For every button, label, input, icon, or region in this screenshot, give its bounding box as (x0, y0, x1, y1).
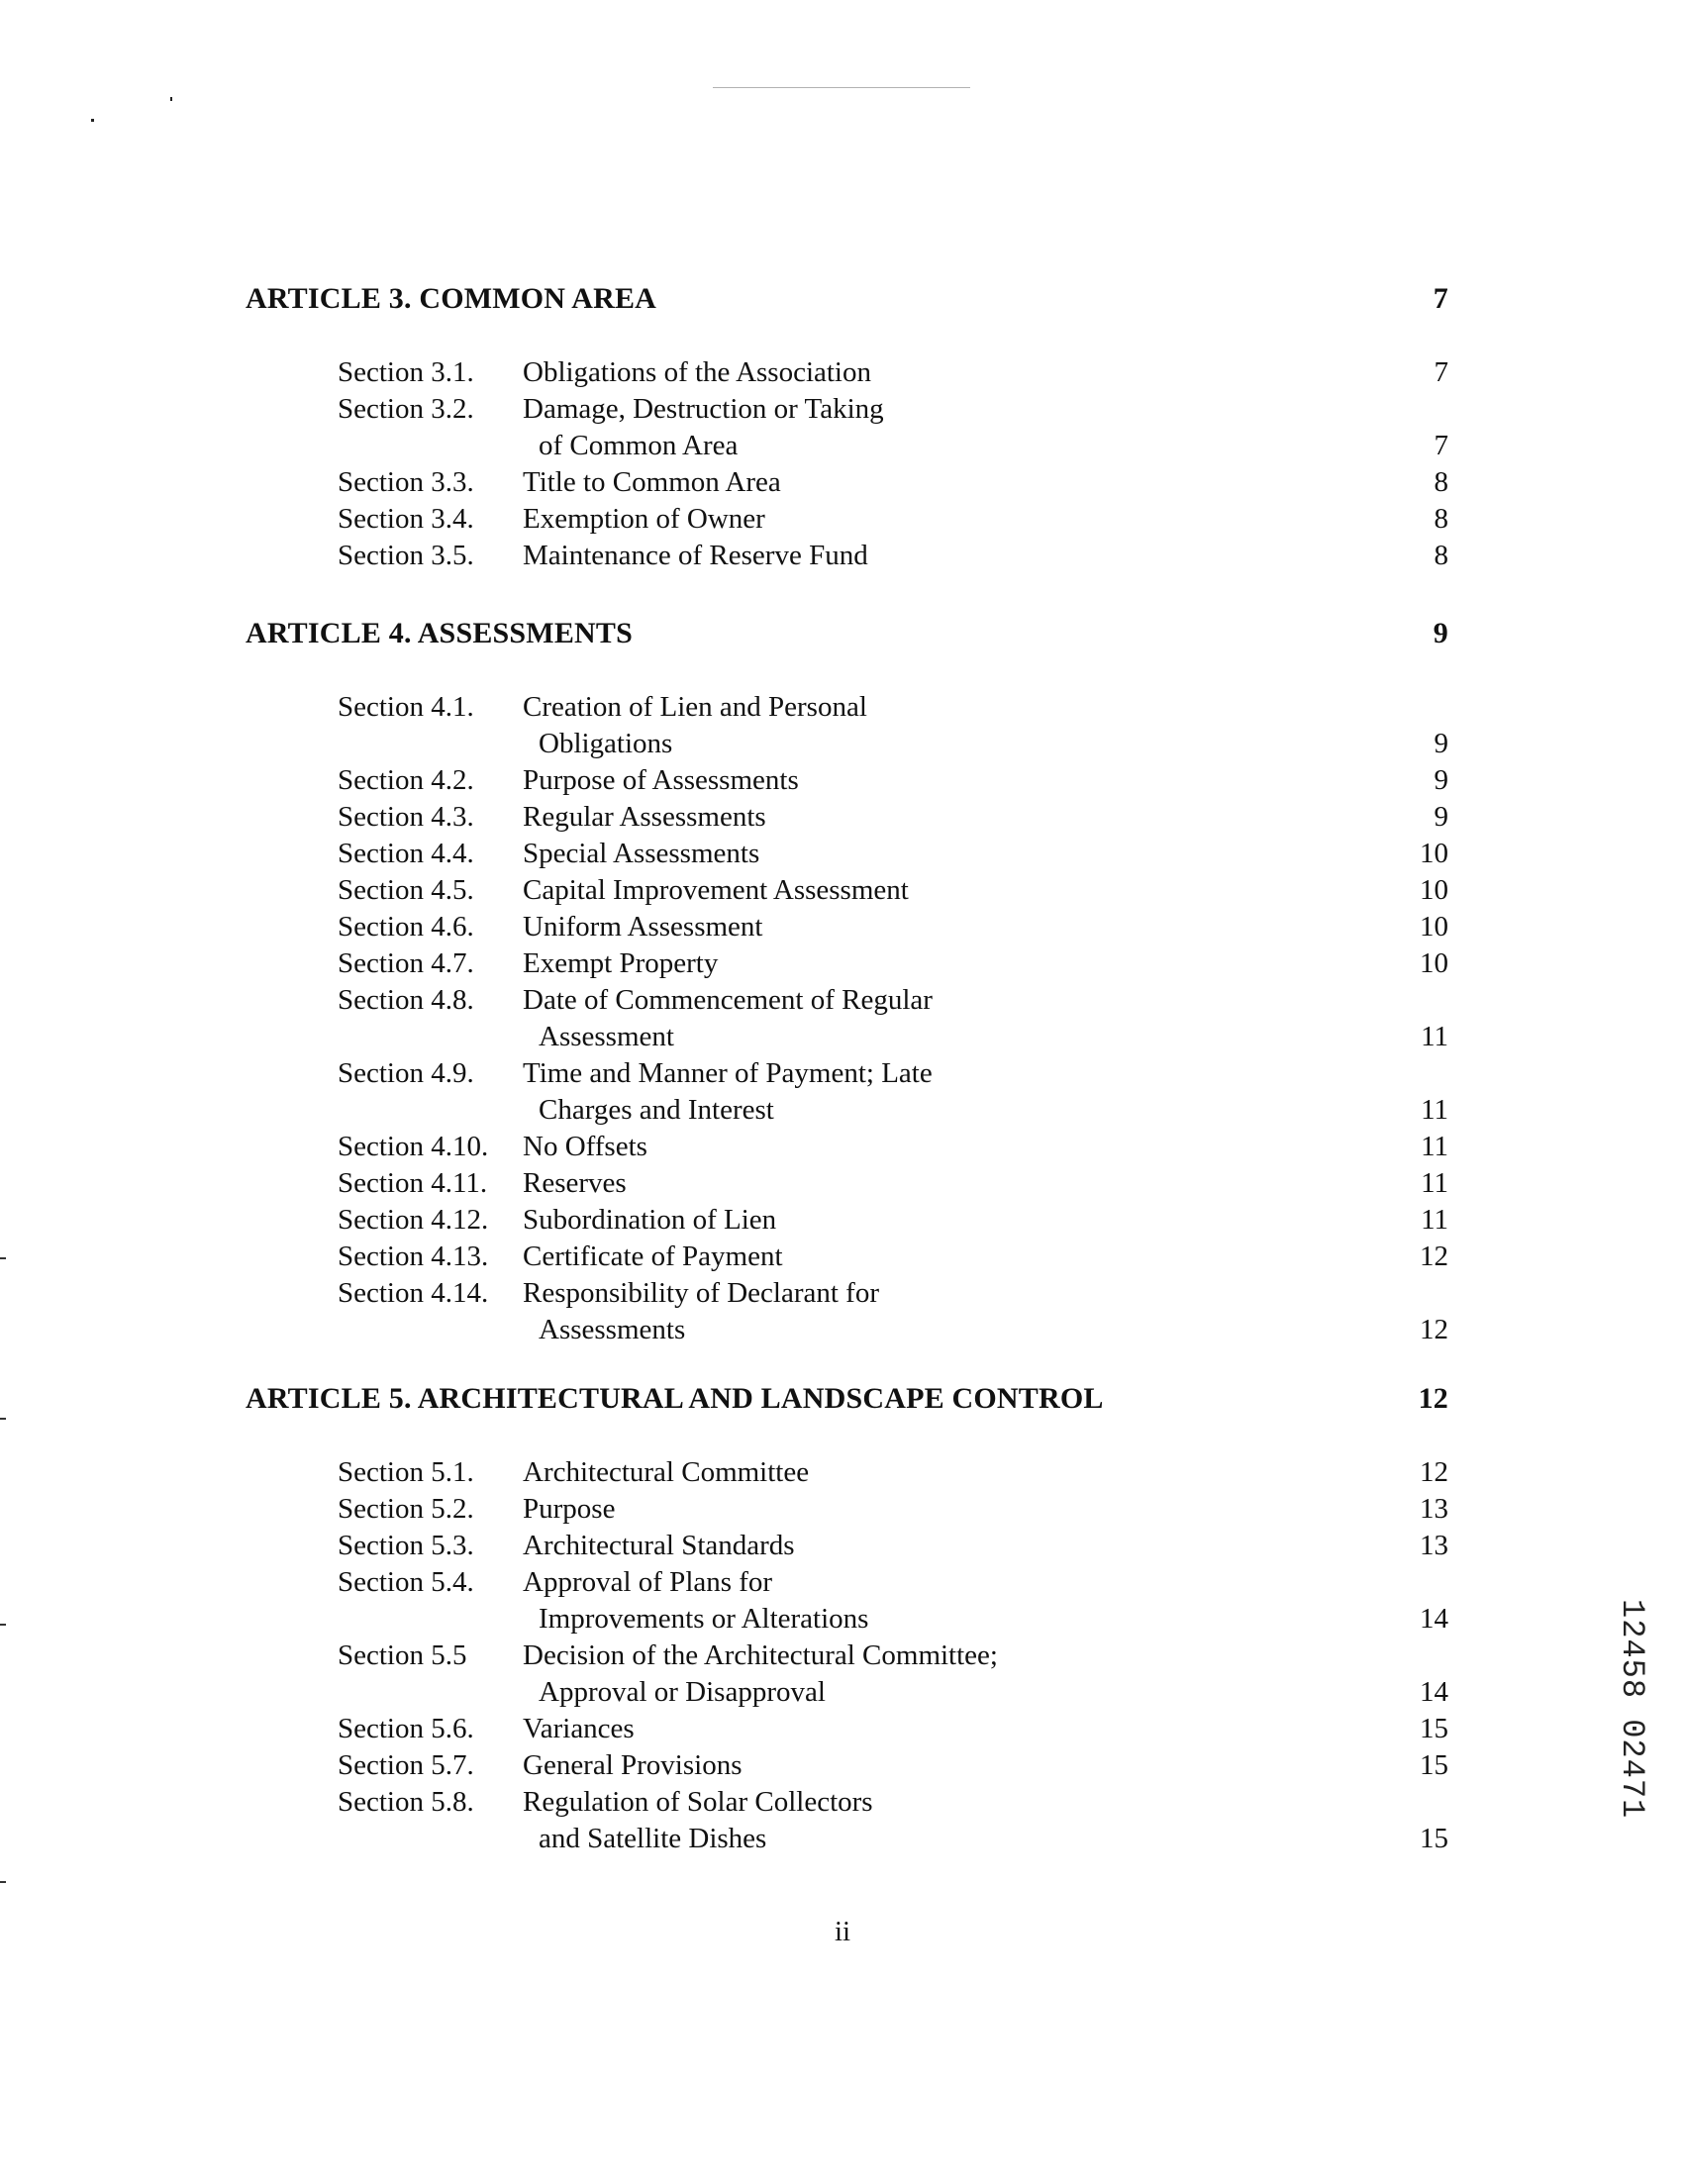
section-page-number: 10 (1420, 911, 1448, 943)
section-number: Section 4.12. (338, 1204, 489, 1236)
scan-speck (170, 97, 172, 101)
section-page-number: 12 (1420, 1314, 1448, 1345)
article-page-number: 9 (1433, 617, 1448, 649)
section-number: Section 5.2. (338, 1493, 474, 1525)
section-title: No Offsets (523, 1131, 647, 1162)
section-page-number: 8 (1434, 540, 1448, 571)
section-number: Section 4.10. (338, 1131, 489, 1162)
article-title: ARTICLE 4. ASSESSMENTS (246, 617, 633, 649)
section-page-number: 14 (1420, 1676, 1448, 1708)
section-number: Section 3.4. (338, 503, 474, 535)
article-title: ARTICLE 3. COMMON AREA (246, 282, 657, 315)
section-title: Certificate of Payment (523, 1241, 783, 1272)
section-number: Section 3.3. (338, 466, 474, 498)
section-number: Section 5.4. (338, 1566, 474, 1598)
section-title: Maintenance of Reserve Fund (523, 540, 868, 571)
section-page-number: 14 (1420, 1603, 1448, 1635)
svg-text:12458 02471: 12458 02471 (1614, 1599, 1650, 1820)
section-number: Section 5.1. (338, 1456, 474, 1488)
section-page-number: 12 (1420, 1456, 1448, 1488)
section-title: Time and Manner of Payment; Late (523, 1057, 933, 1089)
section-title: Uniform Assessment (523, 911, 763, 943)
section-page-number: 15 (1420, 1713, 1448, 1744)
section-title: General Provisions (523, 1749, 743, 1781)
section-title-continuation: of Common Area (539, 430, 739, 461)
edge-tick (0, 1257, 6, 1259)
section-title: Decision of the Architectural Committee; (523, 1639, 998, 1671)
article-page-number: 12 (1418, 1382, 1448, 1415)
section-page-number: 9 (1434, 801, 1448, 833)
section-title: Reserves (523, 1167, 627, 1199)
section-title-continuation: Charges and Interest (539, 1094, 774, 1126)
article-title: ARTICLE 5. ARCHITECTURAL AND LANDSCAPE CONTROL (246, 1382, 1104, 1415)
section-title: Architectural Standards (523, 1530, 795, 1561)
section-number: Section 4.8. (338, 984, 474, 1016)
section-title: Approval of Plans for (523, 1566, 773, 1598)
section-number: Section 5.8. (338, 1786, 474, 1818)
section-title: Damage, Destruction or Taking (523, 393, 884, 425)
section-title: Regulation of Solar Collectors (523, 1786, 873, 1818)
section-number: Section 4.4. (338, 838, 474, 869)
section-title-continuation: Assessments (539, 1314, 686, 1345)
section-number: Section 4.3. (338, 801, 474, 833)
section-number: Section 4.9. (338, 1057, 474, 1089)
section-title: Regular Assessments (523, 801, 766, 833)
section-page-number: 7 (1434, 356, 1448, 388)
section-title: Capital Improvement Assessment (523, 874, 909, 906)
section-number: Section 4.6. (338, 911, 474, 943)
section-title-continuation: and Satellite Dishes (539, 1823, 767, 1854)
section-number: Section 4.2. (338, 764, 474, 796)
document-number-stamp (1606, 1599, 1665, 1856)
section-page-number: 10 (1420, 947, 1448, 979)
section-page-number: 11 (1421, 1167, 1448, 1199)
section-title-continuation: Approval or Disapproval (539, 1676, 826, 1708)
section-title: Exemption of Owner (523, 503, 765, 535)
section-page-number: 15 (1420, 1749, 1448, 1781)
section-title: Purpose of Assessments (523, 764, 799, 796)
section-page-number: 11 (1421, 1204, 1448, 1236)
edge-tick (0, 1418, 6, 1420)
section-title-continuation: Assessment (539, 1021, 674, 1052)
section-page-number: 13 (1420, 1493, 1448, 1525)
section-page-number: 9 (1434, 728, 1448, 759)
section-number: Section 3.5. (338, 540, 474, 571)
section-number: Section 5.3. (338, 1530, 474, 1561)
footer-page-number: ii (834, 1916, 851, 1947)
section-title: Obligations of the Association (523, 356, 871, 388)
section-number: Section 4.14. (338, 1277, 489, 1309)
article-page-number: 7 (1433, 282, 1448, 315)
section-page-number: 8 (1434, 466, 1448, 498)
section-title: Date of Commencement of Regular (523, 984, 933, 1016)
section-number: Section 4.5. (338, 874, 474, 906)
edge-tick (0, 1624, 6, 1626)
section-number: Section 4.11. (338, 1167, 488, 1199)
section-page-number: 11 (1421, 1131, 1448, 1162)
section-number: Section 3.1. (338, 356, 474, 388)
section-page-number: 7 (1434, 430, 1448, 461)
section-page-number: 11 (1421, 1094, 1448, 1126)
section-page-number: 11 (1421, 1021, 1448, 1052)
section-number: Section 4.1. (338, 691, 474, 723)
section-page-number: 8 (1434, 503, 1448, 535)
section-number: Section 4.13. (338, 1241, 489, 1272)
section-number: Section 5.5 (338, 1639, 467, 1671)
section-title: Responsibility of Declarant for (523, 1277, 879, 1309)
section-title: Purpose (523, 1493, 616, 1525)
section-title-continuation: Obligations (539, 728, 673, 759)
section-number: Section 4.7. (338, 947, 474, 979)
scan-speck (713, 87, 970, 88)
section-title: Creation of Lien and Personal (523, 691, 867, 723)
edge-tick (0, 1881, 6, 1883)
section-page-number: 13 (1420, 1530, 1448, 1561)
section-page-number: 10 (1420, 838, 1448, 869)
section-title: Variances (523, 1713, 635, 1744)
section-title: Architectural Committee (523, 1456, 810, 1488)
section-title: Special Assessments (523, 838, 760, 869)
section-number: Section 3.2. (338, 393, 474, 425)
section-number: Section 5.6. (338, 1713, 474, 1744)
section-page-number: 10 (1420, 874, 1448, 906)
section-page-number: 9 (1434, 764, 1448, 796)
section-title: Exempt Property (523, 947, 719, 979)
section-title: Title to Common Area (523, 466, 781, 498)
section-number: Section 5.7. (338, 1749, 474, 1781)
scan-speck (91, 119, 94, 122)
section-title: Subordination of Lien (523, 1204, 777, 1236)
section-title-continuation: Improvements or Alterations (539, 1603, 869, 1635)
section-page-number: 12 (1420, 1241, 1448, 1272)
section-page-number: 15 (1420, 1823, 1448, 1854)
